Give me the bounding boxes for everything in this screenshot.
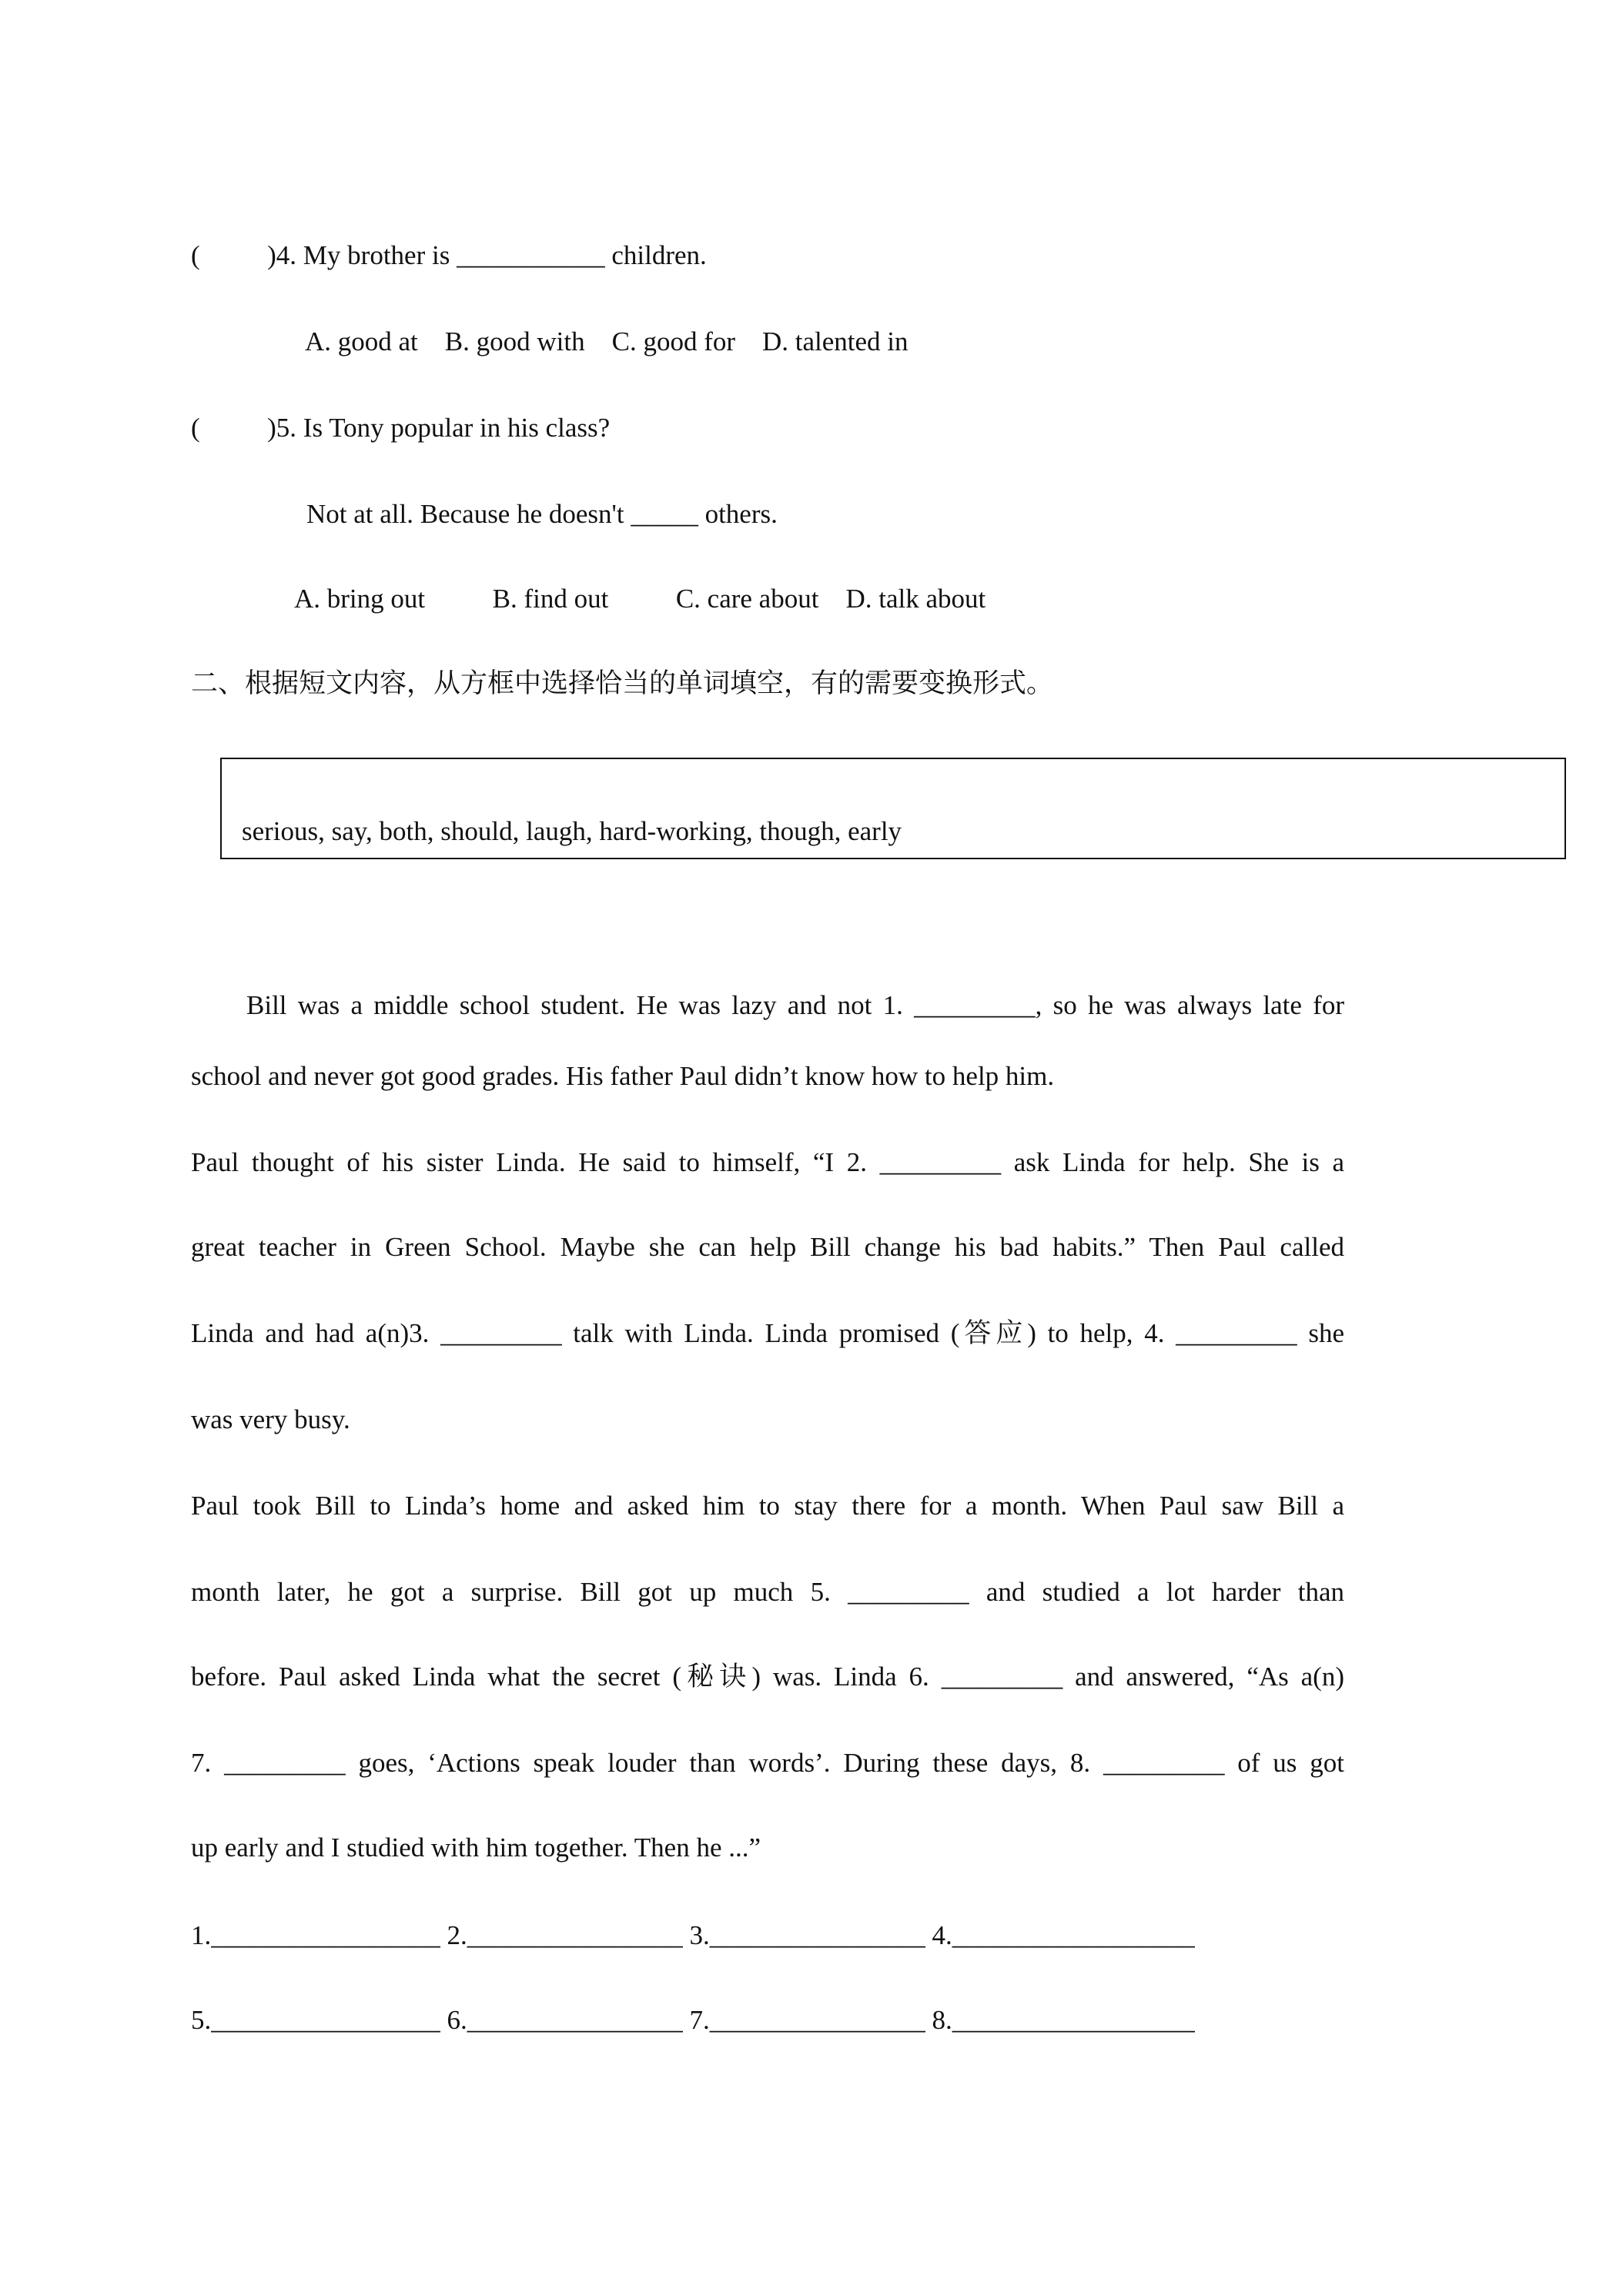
passage-line: great teacher in Green School. Maybe she can help Bill change his bad habits.” Then Paul called [191, 1232, 1344, 1262]
passage-line: was very busy. [191, 1404, 350, 1434]
question-5-options: A. bring out B. find out C. care about D. talk about [294, 584, 986, 614]
passage-line: Bill was a middle school student. He was lazy and not 1. _________, so he was always late for [246, 990, 1344, 1020]
answer-line: 1._________________ 2.________________ 3.________________ 4.__________________ [191, 1920, 1195, 1950]
word-box [220, 758, 1566, 859]
passage-line: Paul took Bill to Linda’s home and asked him to stay there for a month. When Paul saw Bill a [191, 1491, 1344, 1521]
word-box-text: serious, say, both, should, laugh, hard-working, though, early [242, 816, 902, 846]
passage-line: school and never got good grades. His father Paul didn’t know how to help him. [191, 1061, 1055, 1091]
passage-line: up early and I studied with him together. Then he ...” [191, 1832, 761, 1863]
section-2-heading: 二、根据短文内容，从方框中选择恰当的单词填空，有的需要变换形式。 [191, 668, 1054, 698]
passage-line: Linda and had a(n)3. _________ talk with Linda. Linda promised (答应) to help, 4. _________ she [191, 1318, 1344, 1348]
passage-line: month later, he got a surprise. Bill got up much 5. _________ and studied a lot harder than [191, 1577, 1344, 1607]
question-5-stem: ( )5. Is Tony popular in his class? [191, 413, 611, 443]
passage-line: before. Paul asked Linda what the secret (秘诀) was. Linda 6. _________ and answered, “As a(n) [191, 1662, 1344, 1692]
passage-line: Paul thought of his sister Linda. He said to himself, “I 2. _________ ask Linda for help. She is a [191, 1147, 1344, 1177]
question-5-answer: Not at all. Because he doesn't _____ others. [306, 499, 778, 529]
passage-line: 7. _________ goes, ‘Actions speak louder than words’. During these days, 8. _________ of us got [191, 1748, 1344, 1778]
answer-line: 5._________________ 6.________________ 7.________________ 8.__________________ [191, 2005, 1195, 2035]
question-4-options: A. good at B. good with C. good for D. talented in [305, 326, 909, 356]
question-4-stem: ( )4. My brother is ___________ children. [191, 240, 707, 270]
